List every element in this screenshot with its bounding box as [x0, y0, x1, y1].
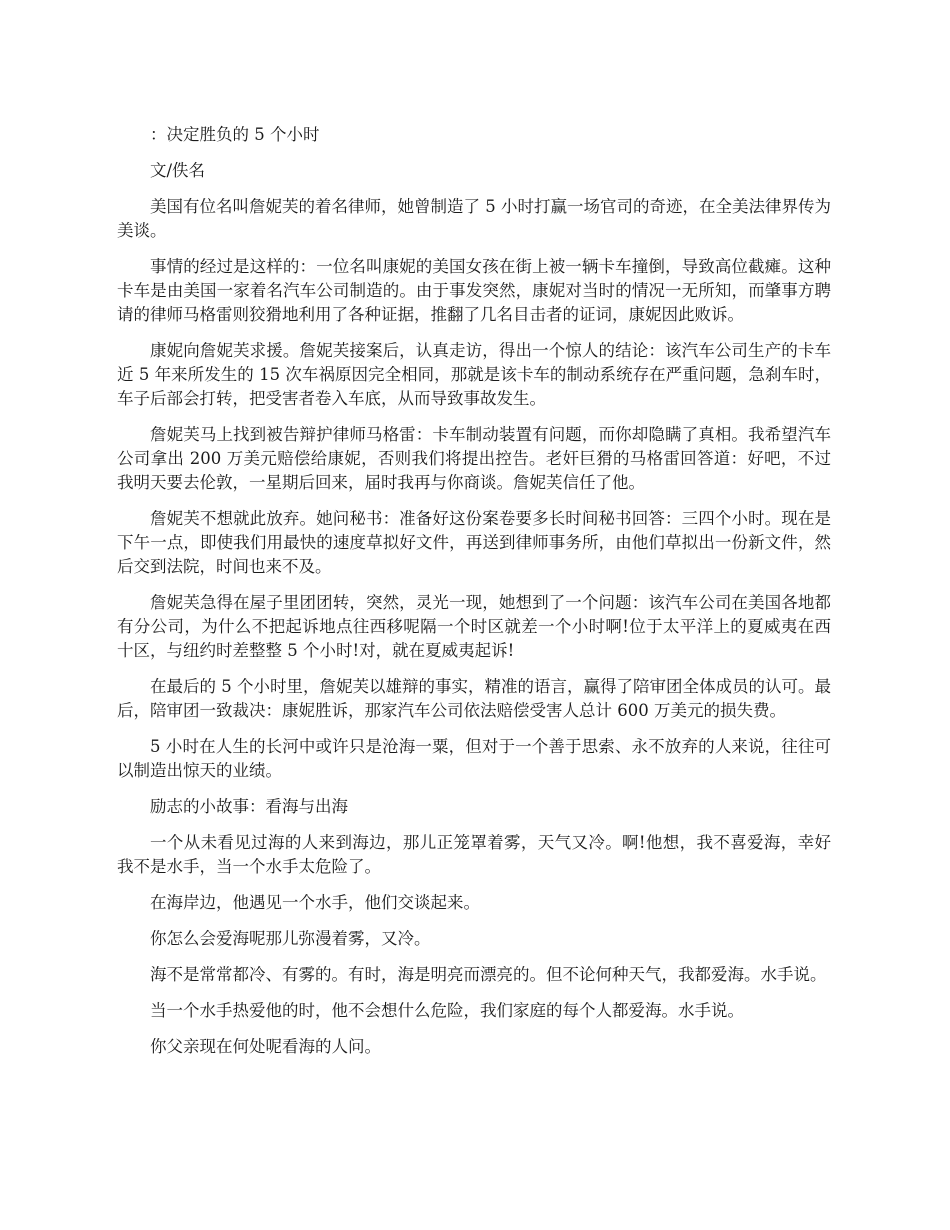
paragraph: 5 小时在人生的长河中或许只是沧海一粟，但对于一个善于思索、永不放弃的人来说，往往可以制造出惊天的业绩。: [117, 737, 831, 780]
paragraph: 詹妮芙马上找到被告辩护律师马格雷：卡车制动装置有问题，而你却隐瞒了真相。我希望汽车公司拿出 200 万美元赔偿给康妮，否则我们将提出控告。老奸巨猾的马格雷回答道：好吧，不过我明天要去伦敦，一星期后回来，届时我再与你商谈。詹妮芙信任了他。: [117, 425, 831, 492]
paragraph: 美国有位名叫詹妮芙的着名律师，她曾制造了 5 小时打赢一场官司的奇迹，在全美法律界传为美谈。: [117, 197, 831, 240]
paragraph: 事情的经过是这样的：一位名叫康妮的美国女孩在街上被一辆卡车撞倒，导致高位截瘫。这种卡车是由美国一家着名汽车公司制造的。由于事发突然，康妮对当时的情况一无所知，而肇事方聘请的律师马格雷则狡猾地利用了各种证据，推翻了几名目击者的证词，康妮因此败诉。: [117, 257, 831, 324]
paragraph: 当一个水手热爱他的时，他不会想什么危险，我们家庭的每个人都爱海。水手说。: [150, 1001, 744, 1020]
paragraph: 你父亲现在何处呢看海的人问。: [150, 1037, 381, 1056]
paragraph: 詹妮芙不想就此放弃。她问秘书：准备好这份案卷要多长时间秘书回答：三四个小时。现在是下午一点，即使我们用最快的速度草拟好文件，再送到律师事务所，由他们草拟出一份新文件，然后交到法院，时间也来不及。: [117, 509, 831, 576]
document-title: ：决定胜负的 5 个小时: [150, 125, 320, 144]
document-body: [117, 123, 831, 1071]
paragraph: 詹妮芙急得在屋子里团团转，突然，灵光一现，她想到了一个问题：该汽车公司在美国各地都有分公司，为什么不把起诉地点往西移呢隔一个时区就差一个小时啊!位于太平洋上的夏威夷在西十区，与纽约时差整整 5 个小时!对，就在夏威夷起诉!: [117, 593, 831, 660]
author-line: 文/佚名: [150, 161, 206, 180]
paragraph: 在海岸边，他遇见一个水手，他们交谈起来。: [150, 893, 480, 912]
paragraph: 你怎么会爱海呢那儿弥漫着雾，又冷。: [150, 929, 431, 948]
paragraph: 海不是常常都冷、有雾的。有时，海是明亮而漂亮的。但不论何种天气，我都爱海。水手说。: [150, 965, 827, 984]
paragraph: 在最后的 5 个小时里，詹妮芙以雄辩的事实，精准的语言，赢得了陪审团全体成员的认可。最后，陪审团一致裁决：康妮胜诉，那家汽车公司依法赔偿受害人总计 600 万美元的损失费。: [117, 677, 831, 720]
section-heading: 励志的小故事：看海与出海: [150, 797, 348, 816]
paragraph: 康妮向詹妮芙求援。詹妮芙接案后，认真走访，得出一个惊人的结论：该汽车公司生产的卡车近 5 年来所发生的 15 次车祸原因完全相同，那就是该卡车的制动系统存在严重问题，急刹车时，车子后部会打转，把受害者卷入车底，从而导致事故发生。: [117, 341, 831, 408]
paragraph: 一个从未看见过海的人来到海边，那儿正笼罩着雾，天气又冷。啊!他想，我不喜爱海，幸好我不是水手，当一个水手太危险了。: [117, 833, 831, 876]
